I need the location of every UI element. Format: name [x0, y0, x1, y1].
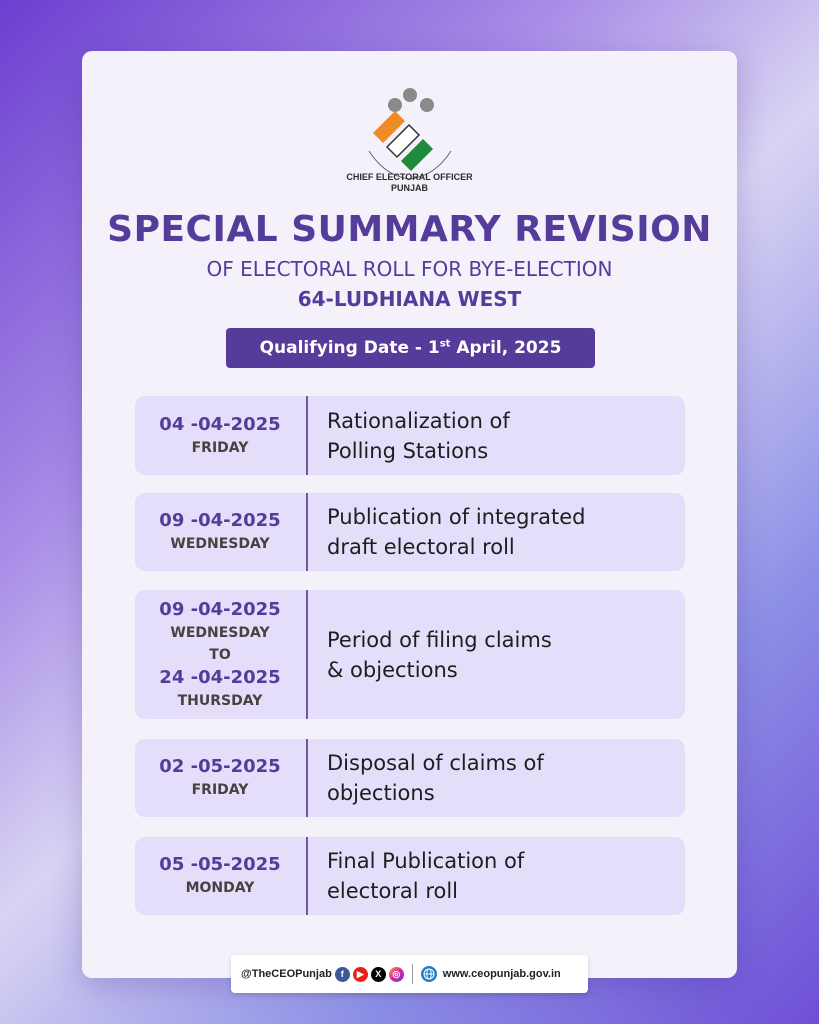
- qualifying-prefix: Qualifying Date - 1: [259, 338, 440, 358]
- row-description: [327, 739, 675, 817]
- row-to: TO: [209, 646, 231, 663]
- row-day-end: THURSDAY: [177, 692, 263, 709]
- row-desc-line2: & objections: [327, 657, 458, 682]
- date-column: [135, 837, 305, 915]
- social-handle[interactable]: @TheCEOPunjab: [241, 968, 332, 980]
- row-description: [327, 396, 675, 475]
- row-desc-line1: Disposal of claims of: [327, 751, 544, 775]
- row-divider: [306, 590, 308, 719]
- footer-bar: [231, 955, 588, 993]
- row-divider: [306, 739, 308, 817]
- row-day: WEDNESDAY: [170, 536, 270, 552]
- date-column: [135, 396, 305, 475]
- footer-divider: [412, 964, 413, 984]
- youtube-icon[interactable]: ▶: [353, 967, 368, 982]
- row-desc-line2: Polling Stations: [327, 438, 489, 463]
- row-date: 05 -05-2025: [159, 854, 281, 875]
- qualifying-sup: st: [439, 338, 451, 350]
- globe-icon: [421, 966, 437, 982]
- row-day: FRIDAY: [191, 439, 249, 456]
- date-column: [135, 590, 305, 719]
- row-desc-line1: Period of filing claims: [327, 627, 552, 652]
- row-date-end: 24 -04-2025: [159, 666, 281, 688]
- row-date: 04 -04-2025: [159, 413, 281, 435]
- row-date: 09 -04-2025: [159, 598, 281, 620]
- row-desc-line2: electoral roll: [327, 879, 459, 903]
- facebook-icon[interactable]: f: [335, 967, 350, 982]
- website-link[interactable]: www.ceopunjab.gov.in: [442, 968, 561, 980]
- row-description: [327, 590, 675, 719]
- row-date: 02 -05-2025: [159, 756, 281, 777]
- row-date: 09 -04-2025: [159, 510, 281, 531]
- schedule-row: [135, 396, 685, 475]
- row-divider: [306, 493, 308, 571]
- page-subtitle: OF ELECTORAL ROLL FOR BYE-ELECTION: [206, 257, 613, 281]
- date-column: [135, 493, 305, 571]
- row-desc-line1: Rationalization of: [327, 408, 510, 433]
- row-day: MONDAY: [185, 880, 255, 896]
- row-desc-line2: draft electoral roll: [327, 535, 515, 559]
- row-day: WEDNESDAY: [170, 624, 270, 641]
- schedule-row: [135, 837, 685, 915]
- schedule-row: [135, 590, 685, 719]
- row-desc-line1: Publication of integrated: [327, 505, 586, 529]
- qualifying-suffix: April, 2025: [450, 338, 562, 358]
- row-divider: [306, 837, 308, 915]
- org-state: PUNJAB: [390, 183, 428, 193]
- x-icon[interactable]: X: [371, 967, 386, 982]
- row-description: [327, 837, 675, 915]
- instagram-icon[interactable]: ◎: [389, 967, 404, 982]
- row-description: [327, 493, 675, 571]
- schedule-row: [135, 739, 685, 817]
- qualifying-date-badge: [226, 328, 595, 368]
- row-desc-line2: objections: [327, 781, 435, 805]
- row-divider: [306, 396, 308, 475]
- row-day: FRIDAY: [191, 782, 249, 798]
- date-column: [135, 739, 305, 817]
- page-title: SPECIAL SUMMARY REVISION: [107, 209, 712, 250]
- schedule-row: [135, 493, 685, 571]
- org-name: CHIEF ELECTORAL OFFICER: [346, 172, 473, 182]
- constituency-name: 64-LUDHIANA WEST: [297, 287, 522, 311]
- row-desc-line1: Final Publication of: [327, 849, 525, 873]
- schedule-card: [82, 51, 737, 978]
